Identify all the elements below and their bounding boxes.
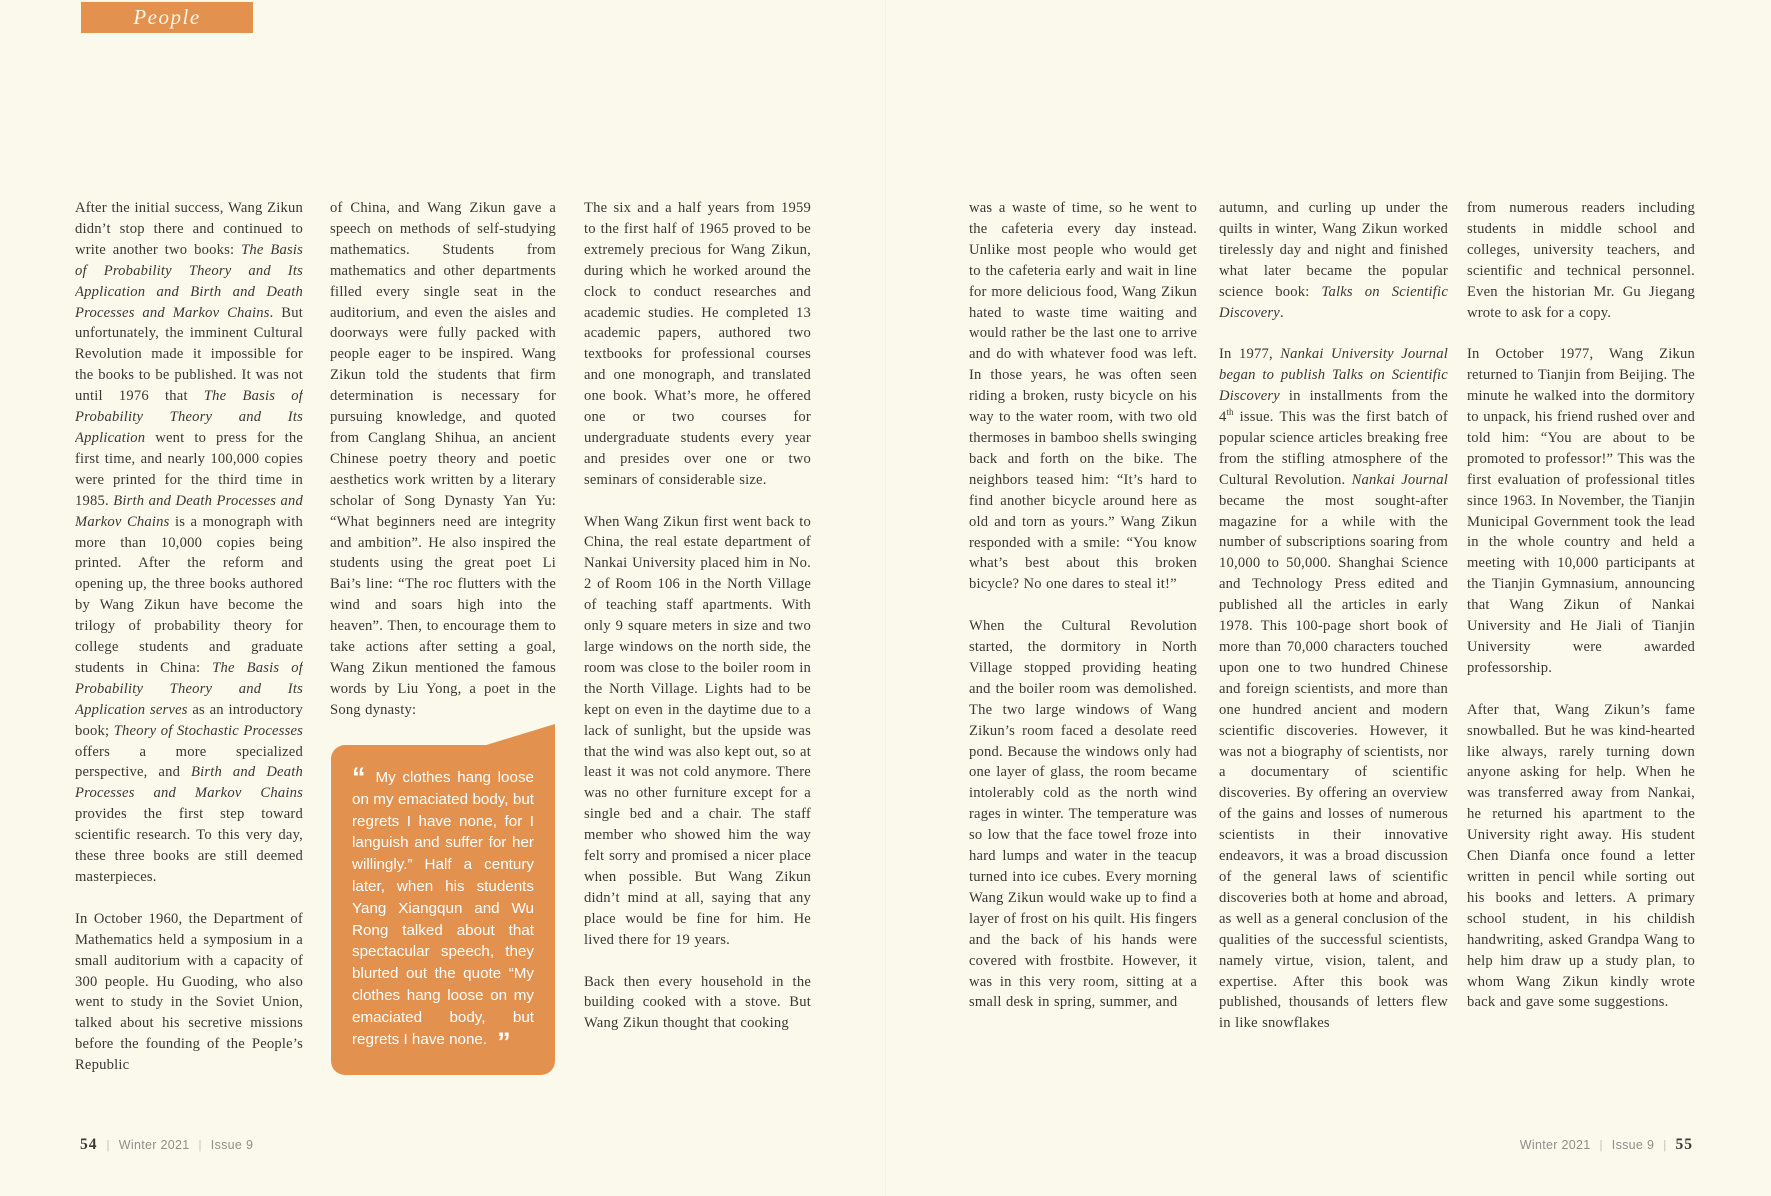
paragraph: In October 1960, the Department of Mathematics held a symposium in a small auditorium with a capacity of 300 people. Hu Guoding, who also went to study in the Soviet Union, talked about his secretive missions before the founding of the People’s Republic [75, 910, 303, 1074]
footer-left [80, 1136, 253, 1154]
speech-bubble-tail [483, 724, 555, 746]
paragraph: was a waste of time, so he went to the cafeteria every day instead. Unlike most people who would get to the cafeteria early and wait in line for more delicious food, Wang Zikun hated to waste time waiting and would rather be the last one to arrive and do with whatever food was left. In those years, he was often seen riding a broken, rusty bicycle on his way to the water room, with two old thermoses in bamboo shells swinging back and forth on the bike. The neighbors teased him: “It’s hard to find another bicycle around here as old and torn as yours.” Wang Zikun responded with a smile: “You know what’s best about this broken bicycle? No one dares to steal it!” [969, 200, 1197, 593]
paragraph: When Wang Zikun first went back to China, the real estate department of Nankai University placed him in No. 2 of Room 106 in the North Village of teaching staff apartments. With only 9 square meters in size and two large windows on the north side, the room was close to the boiler room in the North Village. Lights had to be kept on even in the daytime due to a lack of sunlight, but the upside was that the wind was also kept out, so at least it was not cold anymore. There was no other furniture except for a single bed and a chair. The staff member who showed him the way felt sorry and promised a nicer place when possible. But Wang Zikun didn’t mind at all, saying that any place would be fine for him. He lived there for 19 years. [584, 513, 811, 948]
column-4 [969, 198, 1197, 1013]
paragraph: After the initial success, Wang Zikun didn’t stop there and continued to write another two books: The Basis of Probability Theory and Its Application and Birth and Death Processes and Markov Chains. But unfortunately, the imminent Cultural Revolution made it impossible for the books to be published. It was not until 1976 that The Basis of Probability Theory and Its Application went to press for the first time, and nearly 100,000 copies were printed for the third time in 1985. Birth and Death Processes and Markov Chains is a monograph with more than 10,000 copies being printed. After the reform and opening up, the three books authored by Wang Zikun have become the trilogy of probability theory for college students and graduate students in China: The Basis of Probability Theory and Its Application serves as an introductory book; Theory of Stochastic Processes offers a more specialized perspective, and Birth and Death Processes and Markov Chains provides the first step toward scientific research. To this very day, these three books are still deemed masterpieces. [75, 200, 303, 885]
footer-issue: Issue 9 [210, 1138, 254, 1152]
footer-separator: | [106, 1140, 110, 1152]
pull-quote-body: My clothes hang loose on my emaciated body, but regrets I have none, for I languish and suffer for her willingly.” Half a century later, when his students Yang Xiangqun and Wu Rong talked about that spectacular speech, they blurted out the quote “My clothes hang loose on my emaciated body, but regrets I have none. [352, 769, 534, 1048]
footer-season: Winter 2021 [118, 1138, 190, 1152]
page-number: 54 [80, 1136, 98, 1153]
footer-season: Winter 2021 [1519, 1138, 1591, 1152]
paragraph: Back then every household in the building cooked with a stove. But Wang Zikun thought that cooking [584, 973, 811, 1032]
close-quote-icon: ” [497, 1026, 509, 1057]
column-6 [1467, 198, 1695, 1013]
paragraph: autumn, and curling up under the quilts in winter, Wang Zikun worked tirelessly day and night and finished what later became the popular science book: Talks on Scientific Discovery. [1219, 200, 1448, 321]
column-3 [584, 198, 811, 1034]
open-quote-icon: “ [352, 762, 364, 792]
column-5 [1219, 198, 1448, 1034]
paragraph: from numerous readers including students in middle school and colleges, university teachers, and scientific and technical personnel. Even the historian Mr. Gu Jiegang wrote to ask for a copy. [1467, 200, 1695, 321]
section-tab [81, 2, 253, 33]
paragraph: In 1977, Nankai University Journal began to publish Talks on Scientific Discovery in installments from the 4th issue. This was the first batch of popular science articles breaking free from the stifling atmosphere of the Cultural Revolution. Nankai Journal became the most sought-after magazine for a while with the number of subscriptions soaring from 10,000 to 50,000. Shanghai Science and Technology Press edited and published all the articles in early 1978. This 100-page short book of more than 70,000 characters touched upon one to two hundred Chinese and foreign scientists, and more than one hundred ancient and modern scientific discoveries. However, it was not a biography of scientists, nor a documentary of scientific discoveries. By offering an overview of the gains and losses of numerous scientists in their innovative endeavors, it was a broad discussion of the general laws of scientific discoveries both at home and abroad, as well as a general conclusion of the qualities of the successful scientists, namely virtue, vision, talent, and expertise. After this book was published, thousands of letters flew in like snowflakes [1219, 346, 1448, 1032]
paragraph: of China, and Wang Zikun gave a speech on methods of self-studying mathematics. Students from mathematics and other departments filled every single seat in the auditorium, and even the aisles and doorways were fully packed with people eager to be inspired. Wang Zikun told the students that firm determination is necessary for pursuing knowledge, and quoted from Canglang Shihua, an ancient Chinese poetry theory and poetic aesthetics work written by a literary scholar of Song Dynasty Yan Yu: “What beginners need are integrity and ambition”. He also inspired the students using the great poet Li Bai’s line: “The roc flutters with the wind and soars high into the heaven”. Then, to encourage them to take actions after setting a goal, Wang Zikun mentioned the famous words by Liu Yong, a poet in the Song dynasty: [330, 200, 556, 718]
page-number: 55 [1675, 1136, 1693, 1153]
footer-separator: | [1599, 1140, 1603, 1152]
pull-quote-box [331, 745, 555, 1075]
page-fold-divider [885, 0, 886, 1196]
section-tab-label: People [133, 5, 201, 29]
column-1 [75, 198, 303, 1076]
footer-right [1520, 1136, 1693, 1154]
paragraph: When the Cultural Revolution started, the dormitory in North Village stopped providing heating and the boiler room was demolished. The two large windows of Wang Zikun’s room faced a desolate reed pond. Because the windows only had one layer of glass, the room became intolerably cold as the north wind rages in winter. The temperature was so low that the face towel froze into hard lumps and water in the teacup turned into ice cubes. Every morning Wang Zikun would wake up to find a layer of frost on his quilt. His fingers and the back of his hands were covered with frostbite. However, it was in this very room, sitting at a small desk in spring, summer, and [969, 618, 1197, 1011]
footer-separator: | [1663, 1140, 1667, 1152]
paragraph: After that, Wang Zikun’s fame snowballed. But he was kind-hearted like always, rarely turning down anyone asking for help. When he was transferred away from Nankai, he returned his apartment to the University right away. His student Chen Dianfa once found a letter written in pencil while sorting out his books and letters. A primary school student, in his childish handwriting, asked Grandpa Wang to help him draw up a study plan, to whom Wang Zikun kindly wrote back and gave some suggestions. [1467, 701, 1695, 1011]
paragraph: In October 1977, Wang Zikun returned to Tianjin from Beijing. The minute he walked into the dormitory to unpack, his friend rushed over and told him: “You are about to be promoted to professor!” This was the first evaluation of professional titles since 1963. In November, the Tianjin Municipal Government took the lead in the whole country and held a meeting with 10,000 participants at the Tianjin Gymnasium, announcing that Wang Zikun of Nankai University and He Jiali of Tianjin University were awarded professorship. [1467, 346, 1695, 676]
footer-separator: | [198, 1140, 202, 1152]
footer-issue: Issue 9 [1611, 1138, 1655, 1152]
column-2 [330, 198, 556, 721]
paragraph: The six and a half years from 1959 to the first half of 1965 proved to be extremely precious for Wang Zikun, during which he worked around the clock to conduct researches and academic studies. He completed 13 academic papers, authored two textbooks for professional courses and one monograph, and translated one book. What’s more, he offered one or two courses for undergraduate students every year and presides over one or two seminars of considerable size. [584, 200, 811, 488]
pull-quote-text [352, 762, 534, 1057]
